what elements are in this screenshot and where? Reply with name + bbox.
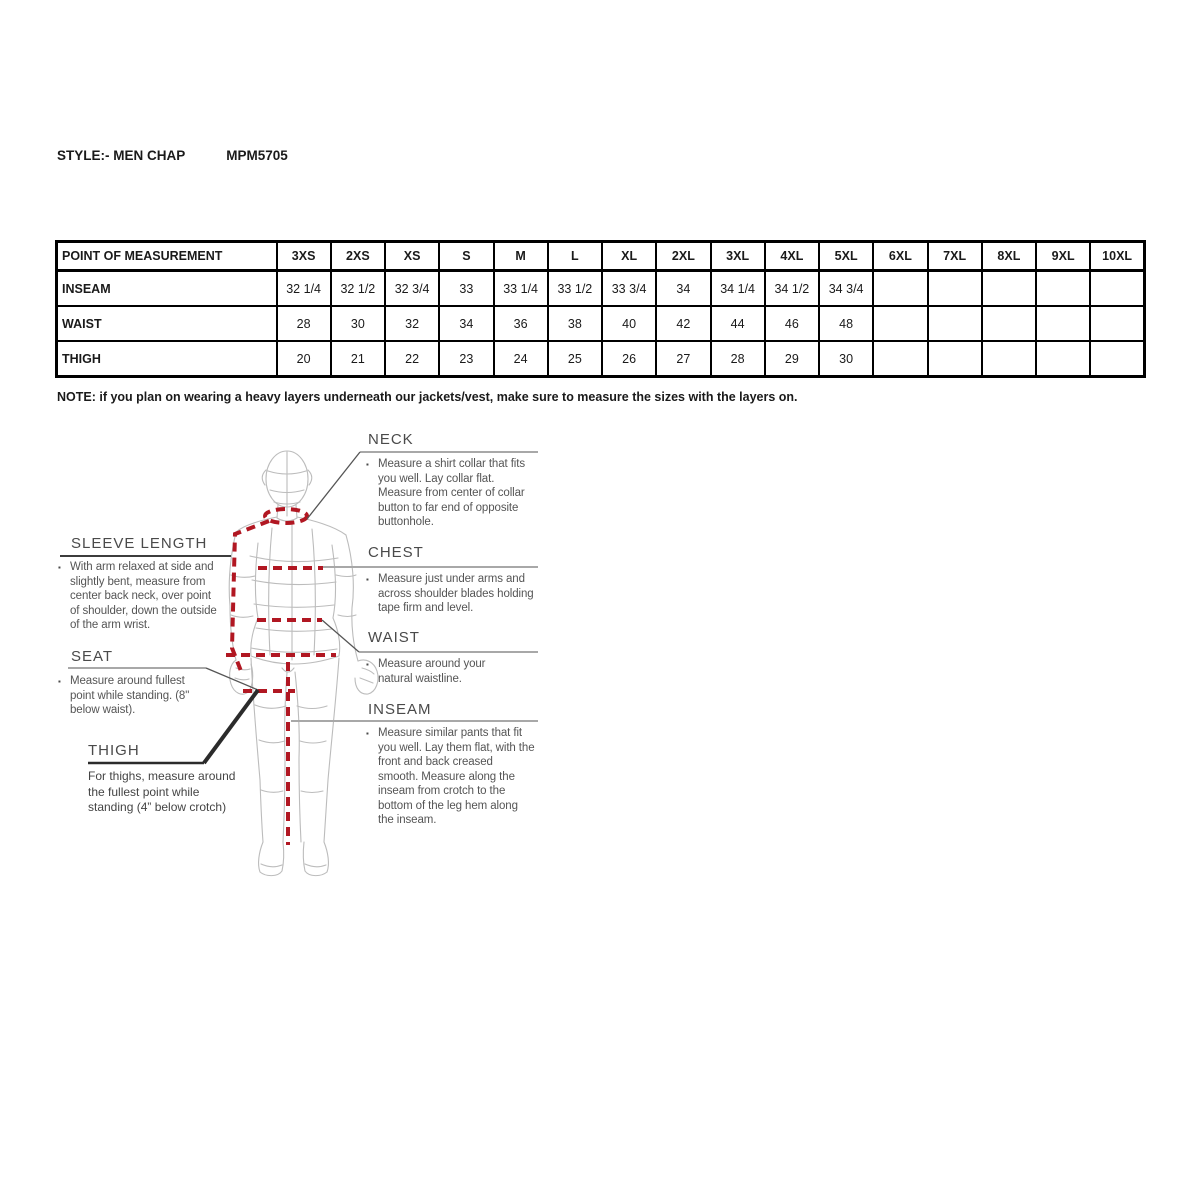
measurement-diagram xyxy=(0,428,1200,898)
measurement-value-cell: 32 1/2 xyxy=(331,271,385,307)
measurement-value-cell: 26 xyxy=(602,341,656,377)
size-chart-table xyxy=(55,240,1146,378)
measurement-value-cell: 24 xyxy=(494,341,548,377)
chest-instructions: Measure just under arms and across shoulder blades holding tape firm and level. xyxy=(378,573,534,614)
thigh-instructions: For thighs, measure around the fullest point while standing (4” below crotch) xyxy=(88,769,236,814)
size-column-header: L xyxy=(548,242,602,271)
measurement-value-cell: 40 xyxy=(602,306,656,341)
bullet-square-icon: ▪ xyxy=(58,677,61,686)
sleeve-length-section-text xyxy=(58,560,218,633)
measurement-value-cell xyxy=(982,341,1036,377)
measurement-value-cell xyxy=(928,341,982,377)
measurement-value-cell: 33 3/4 xyxy=(602,271,656,307)
measurement-value-cell xyxy=(873,341,927,377)
measurement-value-cell: 34 1/2 xyxy=(765,271,819,307)
measurement-value-cell xyxy=(1036,306,1090,341)
sleeve-length-section-heading: SLEEVE LENGTH xyxy=(71,535,208,552)
measurement-value-cell: 32 xyxy=(385,306,439,341)
measurement-row xyxy=(57,271,1145,307)
bullet-square-icon: ▪ xyxy=(366,729,369,738)
measurement-value-cell: 21 xyxy=(331,341,385,377)
size-column-header: 6XL xyxy=(873,242,927,271)
measurement-value-cell: 29 xyxy=(765,341,819,377)
style-code: MPM5705 xyxy=(226,148,288,163)
thigh-leader-line xyxy=(204,690,258,763)
style-label: STYLE:- MEN CHAP xyxy=(57,148,186,163)
seat-section-text xyxy=(58,674,208,718)
size-column-header: 8XL xyxy=(982,242,1036,271)
measurement-value-cell: 20 xyxy=(277,341,331,377)
chest-section-text xyxy=(366,572,536,616)
measurement-value-cell: 38 xyxy=(548,306,602,341)
measurement-value-cell: 22 xyxy=(385,341,439,377)
size-column-header: XL xyxy=(602,242,656,271)
measurement-value-cell: 23 xyxy=(439,341,493,377)
measurement-row xyxy=(57,341,1145,377)
measurement-value-cell: 36 xyxy=(494,306,548,341)
measurement-lines-group xyxy=(226,509,336,845)
point-of-measurement-header: POINT OF MEASUREMENT xyxy=(57,242,277,271)
measurement-value-cell xyxy=(928,271,982,307)
bullet-square-icon: ▪ xyxy=(366,660,369,669)
measurement-value-cell: 30 xyxy=(819,341,873,377)
measurement-value-cell: 33 1/4 xyxy=(494,271,548,307)
size-column-header: 9XL xyxy=(1036,242,1090,271)
measurement-value-cell: 33 1/2 xyxy=(548,271,602,307)
document-title xyxy=(57,148,288,163)
measurement-value-cell: 34 3/4 xyxy=(819,271,873,307)
measurement-value-cell xyxy=(873,271,927,307)
measurement-value-cell xyxy=(1036,271,1090,307)
waist-instructions: Measure around your natural waistline. xyxy=(378,658,486,685)
measurement-value-cell xyxy=(873,306,927,341)
seat-section-heading: SEAT xyxy=(71,648,114,665)
size-column-header: 3XL xyxy=(711,242,765,271)
bullet-square-icon: ▪ xyxy=(58,563,61,572)
measurement-row xyxy=(57,306,1145,341)
measurement-value-cell: 44 xyxy=(711,306,765,341)
measurement-value-cell: 42 xyxy=(656,306,710,341)
sleeve-length-instructions: With arm relaxed at side and slightly bent, measure from center back neck, over point of shoulder, down the outside of the arm wrist. xyxy=(70,561,217,631)
measurement-value-cell: 30 xyxy=(331,306,385,341)
size-column-header: S xyxy=(439,242,493,271)
measurement-row-label: THIGH xyxy=(57,341,277,377)
measurement-value-cell xyxy=(982,306,1036,341)
measurement-value-cell: 32 1/4 xyxy=(277,271,331,307)
inseam-section-text xyxy=(366,726,536,828)
measurement-value-cell: 27 xyxy=(656,341,710,377)
size-table-wrapper xyxy=(55,240,1143,378)
size-column-header: XS xyxy=(385,242,439,271)
measurement-value-cell xyxy=(1090,271,1144,307)
size-column-header: 7XL xyxy=(928,242,982,271)
measurement-value-cell: 34 xyxy=(656,271,710,307)
size-column-header: 10XL xyxy=(1090,242,1144,271)
measurement-row-label: WAIST xyxy=(57,306,277,341)
measurement-value-cell xyxy=(1036,341,1090,377)
size-column-header: 5XL xyxy=(819,242,873,271)
size-header-row xyxy=(57,242,1145,271)
inseam-section-heading: INSEAM xyxy=(368,701,432,718)
thigh-section-text xyxy=(88,769,240,816)
thigh-section-heading: THIGH xyxy=(88,742,140,759)
size-column-header: 4XL xyxy=(765,242,819,271)
bullet-square-icon: ▪ xyxy=(366,460,369,469)
size-column-header: 2XL xyxy=(656,242,710,271)
waist-section-text xyxy=(366,657,516,686)
bullet-square-icon: ▪ xyxy=(366,575,369,584)
measurement-value-cell: 33 xyxy=(439,271,493,307)
measurement-value-cell: 46 xyxy=(765,306,819,341)
measurement-row-label: INSEAM xyxy=(57,271,277,307)
size-column-header: M xyxy=(494,242,548,271)
neck-section-heading: NECK xyxy=(368,431,414,448)
measurement-value-cell: 32 3/4 xyxy=(385,271,439,307)
layering-note: NOTE: if you plan on wearing a heavy layers underneath our jackets/vest, make sure to measure the sizes with the layers on. xyxy=(57,390,798,404)
measurement-value-cell: 28 xyxy=(277,306,331,341)
measurement-value-cell: 34 1/4 xyxy=(711,271,765,307)
chest-section-heading: CHEST xyxy=(368,544,424,561)
waist-section-heading: WAIST xyxy=(368,629,420,646)
measurement-value-cell xyxy=(1090,306,1144,341)
seat-instructions: Measure around fullest point while standing. (8" below waist). xyxy=(70,675,190,716)
size-column-header: 2XS xyxy=(331,242,385,271)
neck-section-text xyxy=(366,457,536,530)
measurement-value-cell xyxy=(1090,341,1144,377)
measurement-value-cell: 25 xyxy=(548,341,602,377)
measurement-value-cell xyxy=(928,306,982,341)
measurement-value-cell: 28 xyxy=(711,341,765,377)
measurement-value-cell xyxy=(982,271,1036,307)
measurement-value-cell: 48 xyxy=(819,306,873,341)
neck-instructions: Measure a shirt collar that fits you well. Lay collar flat. Measure from center of collar button to far end of opposite buttonhole. xyxy=(378,458,525,528)
wireframe-body-figure xyxy=(229,451,378,876)
neck-leader-line xyxy=(307,452,360,519)
measurement-value-cell: 34 xyxy=(439,306,493,341)
inseam-instructions: Measure similar pants that fit you well. Lay them flat, with the front and back creased smooth. Measure along the inseam from crotch to the bottom of the leg hem along the inseam. xyxy=(378,727,535,826)
size-column-header: 3XS xyxy=(277,242,331,271)
